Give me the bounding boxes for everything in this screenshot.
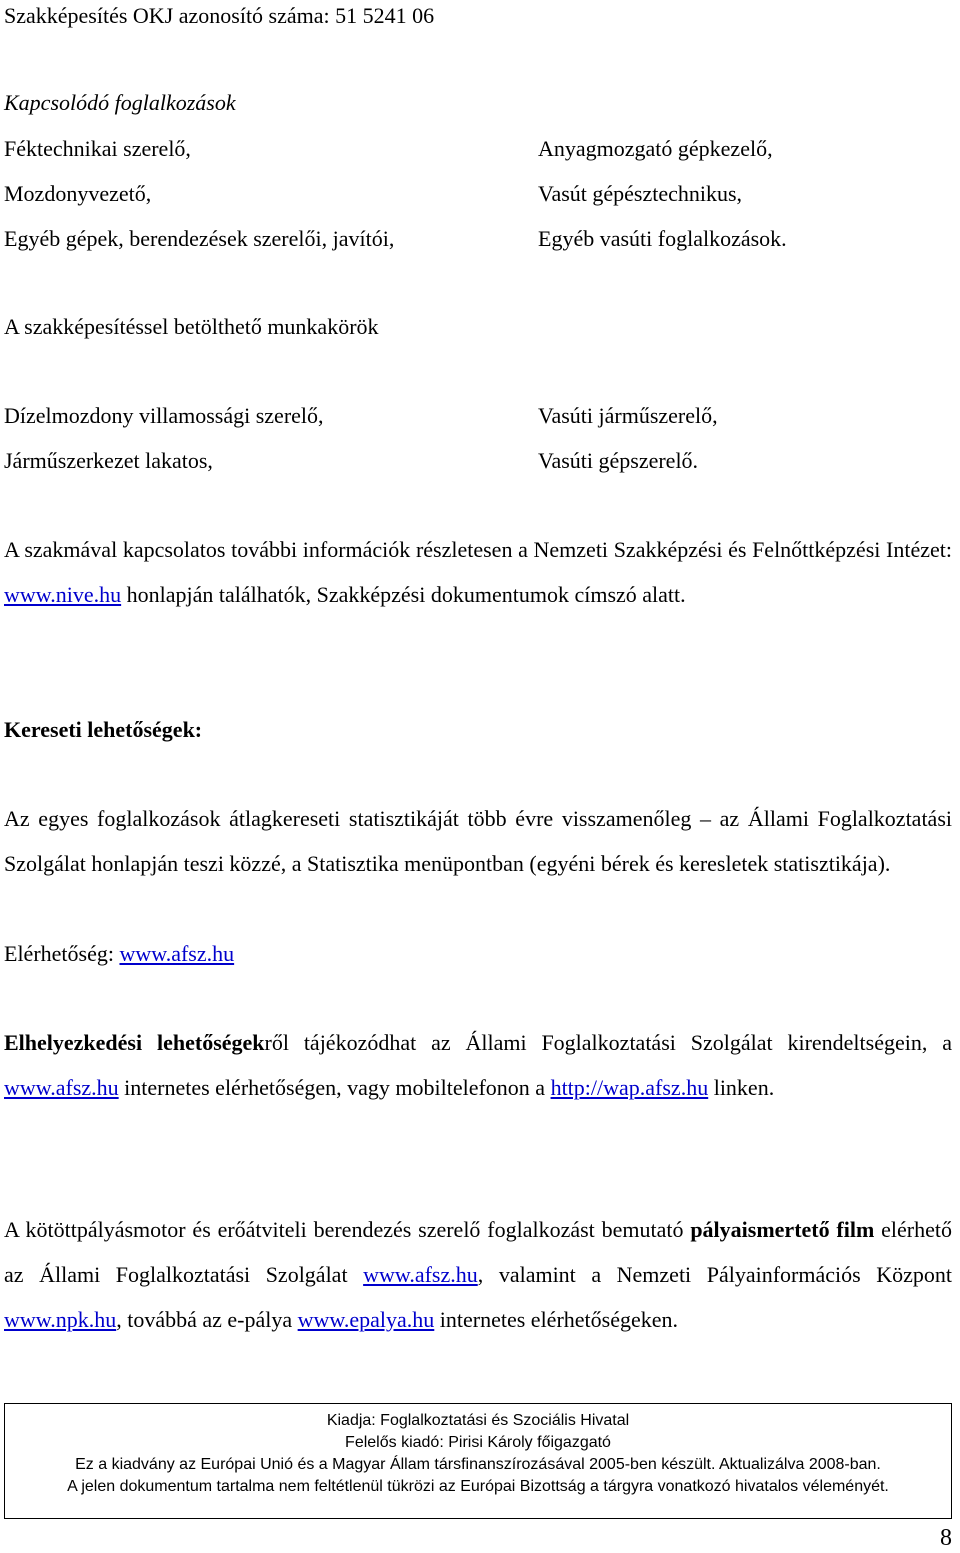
- earnings-paragraph: Az egyes foglalkozások átlagkereseti statisztikáját több évre visszamenőleg – az Állami Foglalkoztatási Szolgálat honlapján teszi közzé, a Statisztika menüpontban (egyéni bérek és keresletek statisztikája).: [4, 806, 952, 876]
- publisher-footer: [4, 1403, 952, 1519]
- nive-link[interactable]: www.nive.hu: [4, 582, 122, 607]
- related-right-item: Egyéb vasúti foglalkozások.: [538, 226, 787, 251]
- related-left-item: Féktechnikai szerelő,: [4, 136, 191, 161]
- footer-disclaimer: A jelen dokumentum tartalma nem feltétlenül tükrözi az Európai Bizottság a tárgyra vonatkozó hivatalos véleményét.: [67, 1478, 889, 1495]
- jobs-left-item: Járműszerkezet lakatos,: [4, 448, 213, 473]
- placement-paragraph: Elhelyezkedési lehetőségekről tájékozódhat az Állami Foglalkoztatási Szolgálat kirendeltségein, a www.afsz.hu internetes elérhetőségen, vagy mobiltelefonon a http://wap.afsz.hu linken.: [4, 1030, 952, 1100]
- jobs-left-item: Dízelmozdony villamossági szerelő,: [4, 403, 324, 428]
- page-number: 8: [940, 1525, 952, 1551]
- afsz-link[interactable]: www.afsz.hu: [119, 941, 235, 966]
- career-film-paragraph: A kötöttpályásmotor és erőátviteli berendezés szerelő foglalkozást bemutató pályaismertető film elérhető az Állami Foglalkoztatási Szolgálat www.afsz.hu, valamint a Nemzeti Pályainformációs Központ www.npk.hu, továbbá az e-pálya www.epalya.hu internetes elérhetőségeken.: [4, 1217, 953, 1332]
- footer-funding: Ez a kiadvány az Európai Unió és a Magyar Állam társfinanszírozásával 2005-ben készült. Aktualizálva 2008-ban.: [75, 1456, 881, 1473]
- related-right-item: Anyagmozgató gépkezelő,: [538, 136, 773, 161]
- footer-publisher: Kiadja: Foglalkoztatási és Szociális Hivatal: [326, 1412, 630, 1429]
- related-occupations-heading: Kapcsolódó foglalkozások: [4, 90, 236, 115]
- afsz-link[interactable]: www.afsz.hu: [4, 1075, 119, 1100]
- jobs-right-item: Vasúti gépszerelő.: [538, 448, 699, 473]
- epalya-link[interactable]: www.epalya.hu: [297, 1307, 435, 1332]
- wap-afsz-link[interactable]: http://wap.afsz.hu: [550, 1075, 709, 1100]
- npk-link[interactable]: www.npk.hu: [4, 1307, 117, 1332]
- jobs-right-item: Vasúti járműszerelő,: [538, 403, 718, 428]
- related-right-item: Vasút gépésztechnikus,: [538, 181, 743, 206]
- footer-responsible: Felelős kiadó: Pirisi Károly főigazgató: [345, 1434, 611, 1451]
- earnings-heading: Kereseti lehetőségek:: [4, 717, 203, 742]
- afsz-link[interactable]: www.afsz.hu: [363, 1262, 478, 1287]
- related-left-item: Mozdonyvezető,: [4, 181, 152, 206]
- availability-line: Elérhetőség: www.afsz.hu: [4, 941, 235, 966]
- related-left-item: Egyéb gépek, berendezések szerelői, javítói,: [4, 226, 395, 251]
- jobs-heading: A szakképesítéssel betölthető munkakörök: [4, 314, 379, 339]
- document-header: Szakképesítés OKJ azonosító száma: 51 5241 06: [4, 3, 435, 28]
- info-paragraph: A szakmával kapcsolatos további információk részletesen a Nemzeti Szakképzési és Felnőttképzési Intézet: www.nive.hu honlapján találhatók, Szakképzési dokumentumok címszó alatt.: [4, 537, 952, 607]
